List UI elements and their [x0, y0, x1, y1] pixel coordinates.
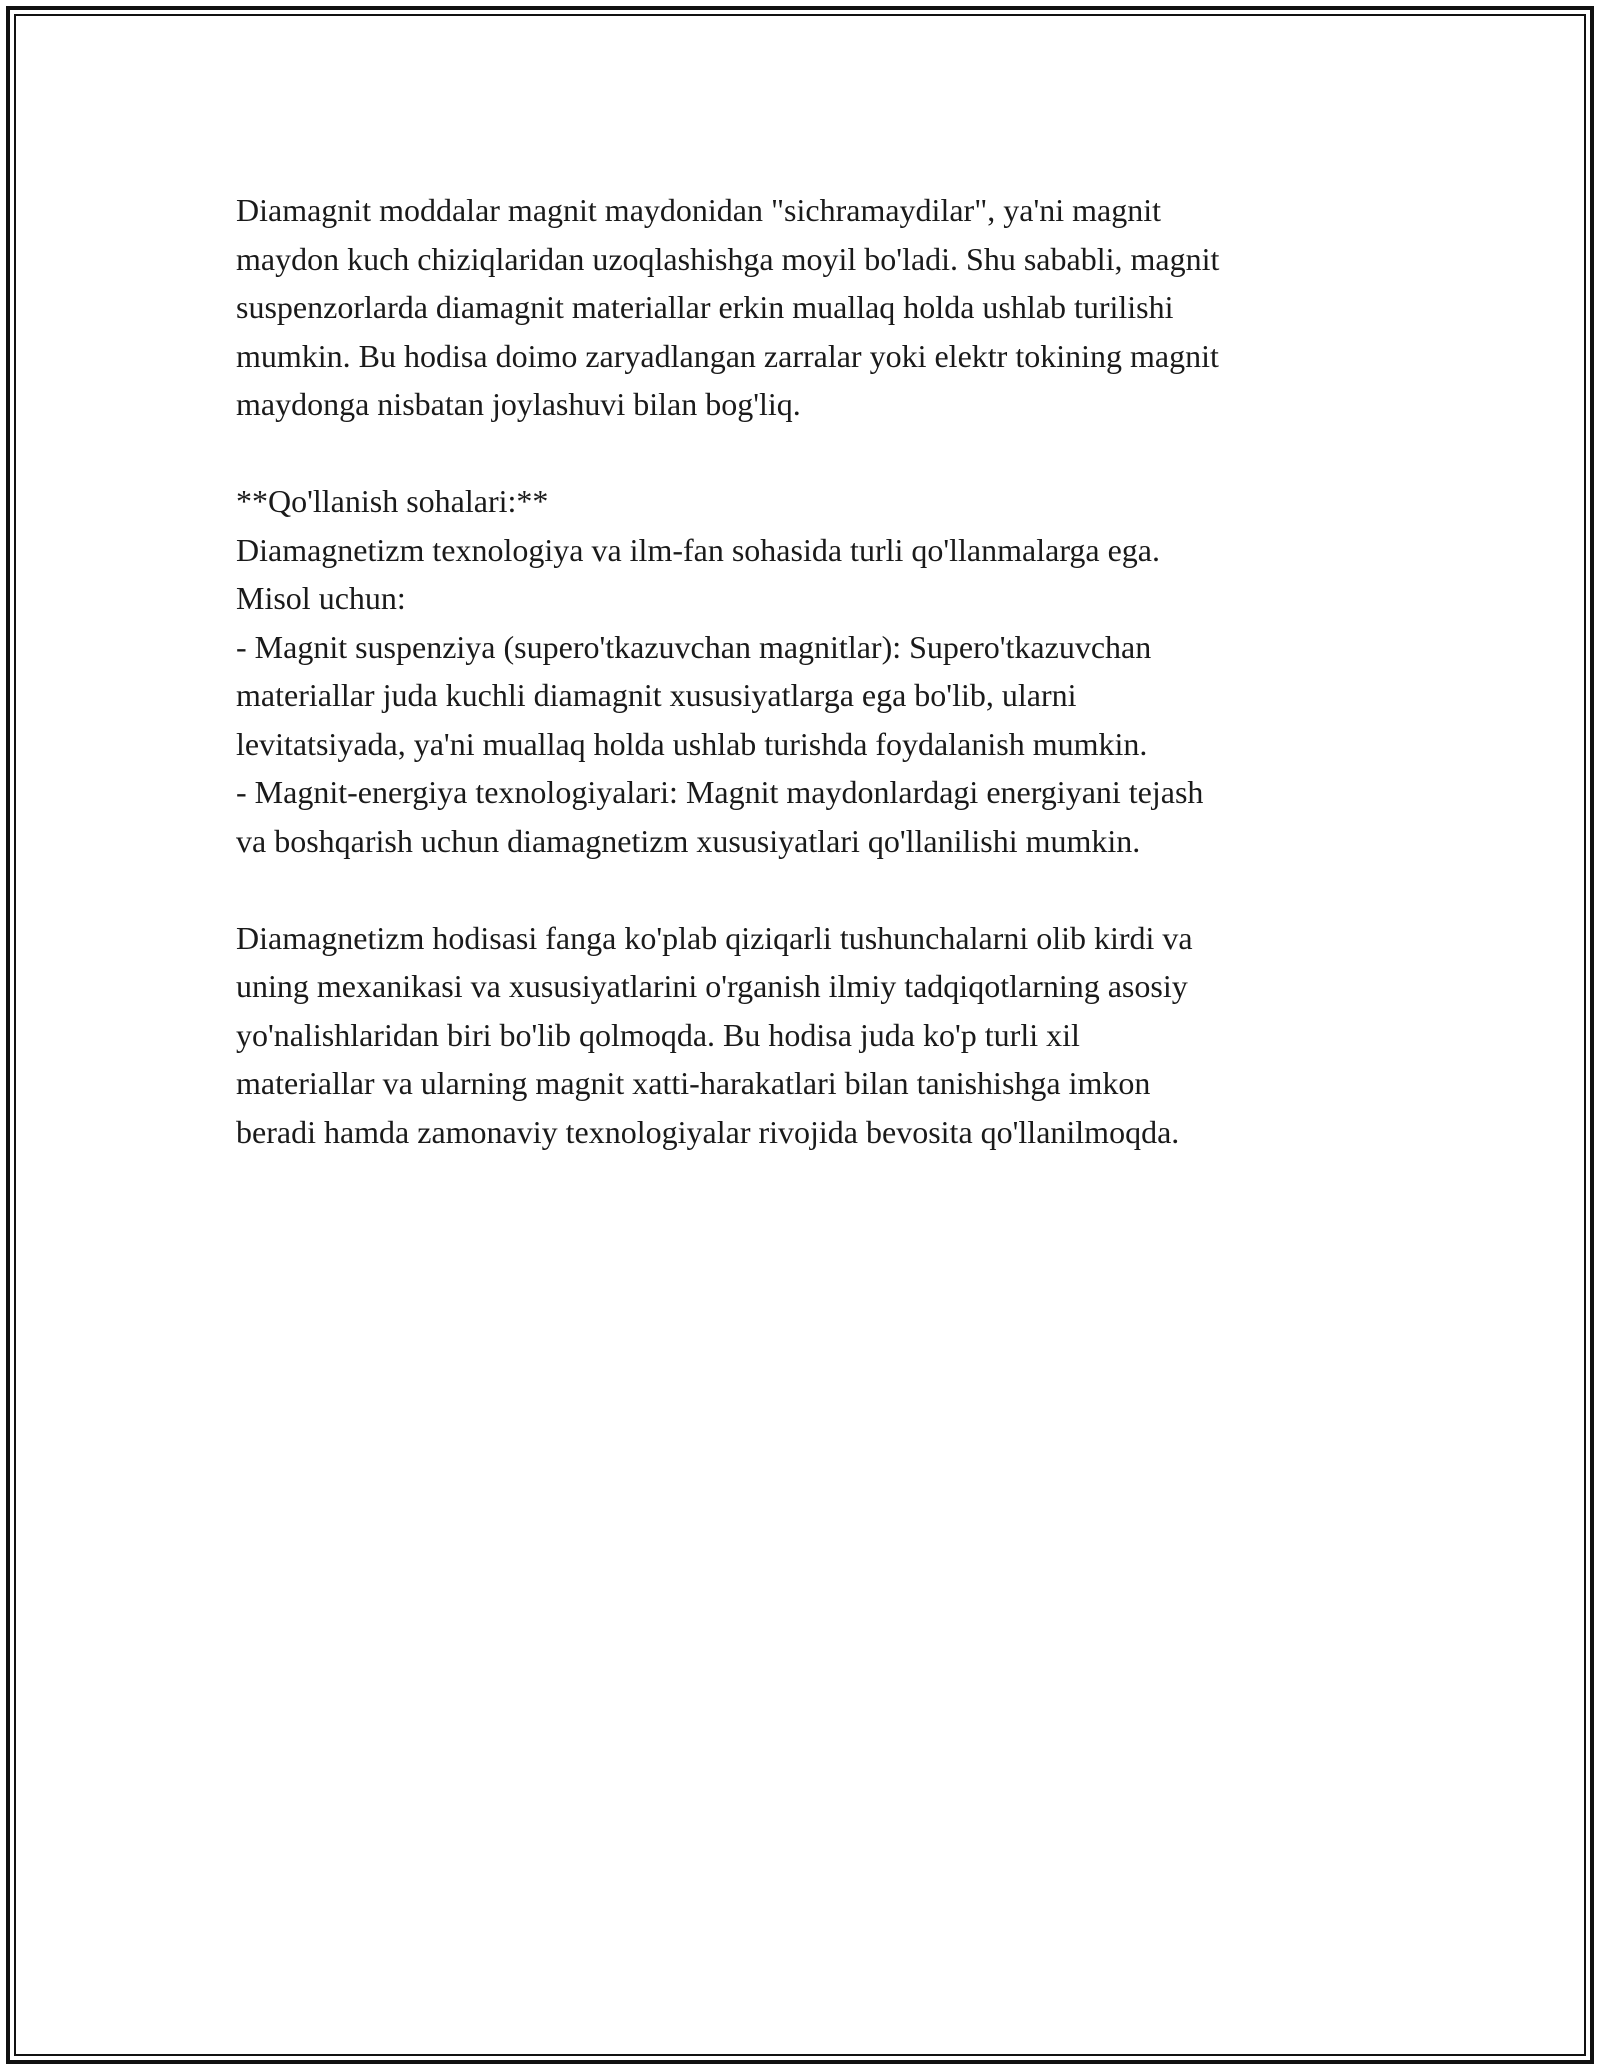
text-line: va boshqarish uchun diamagnetizm xususiyatlari qo'llanilishi mumkin. — [236, 822, 1141, 859]
text-line: Diamagnetizm texnologiya va ilm-fan sohasida turli qo'llanmalarga ega. — [236, 531, 1160, 568]
paragraph-diamagnetic-behavior — [236, 186, 1396, 429]
text-line: levitatsiyada, ya'ni muallaq holda ushlab turishda foydalanish mumkin. — [236, 725, 1148, 762]
text-line: Diamagnit moddalar magnit maydonidan "sichramaydilar", ya'ni magnit — [236, 192, 1161, 228]
text-line: beradi hamda zamonaviy texnologiyalar rivojida bevosita qo'llanilmoqda. — [236, 1113, 1180, 1150]
text-line: mumkin. Bu hodisa doimo zaryadlangan zarralar yoki elektr tokining magnit — [236, 337, 1219, 374]
paragraph-spacer — [236, 865, 1396, 914]
text-line: materiallar va ularning magnit xatti-harakatlari bilan tanishishga imkon — [236, 1065, 1151, 1101]
document-body — [236, 186, 1396, 1156]
text-line: maydon kuch chiziqlaridan uzoqlashishga moyil bo'ladi. Shu sababli, magnit — [236, 240, 1220, 277]
list-item-text: - Magnit suspenziya (supero'tkazuvchan magnitlar): Supero'tkazuvchan — [236, 628, 1152, 665]
text-line: yo'nalishlaridan biri bo'lib qolmoqda. Bu hodisa juda ko'p turli xil — [236, 1016, 1080, 1053]
section-applications — [236, 477, 1396, 865]
list-item-text: - Magnit-energiya texnologiyalari: Magnit maydonlardagi energiyani tejash — [236, 774, 1204, 810]
text-line: Misol uchun: — [236, 580, 406, 616]
text-line: uning mexanikasi va xususiyatlarini o'rganish ilmiy tadqiqotlarning asosiy — [236, 968, 1188, 1004]
text-line: maydonga nisbatan joylashuvi bilan bog'liq. — [236, 386, 801, 422]
paragraph-conclusion — [236, 914, 1396, 1157]
section-heading: **Qo'llanish sohalari:** — [236, 483, 549, 519]
text-line: materiallar juda kuchli diamagnit xususiyatlarga ega bo'lib, ularni — [236, 677, 1077, 713]
text-line: suspenzorlarda diamagnit materiallar erkin muallaq holda ushlab turilishi — [236, 289, 1174, 325]
text-line: Diamagnetizm hodisasi fanga ko'plab qiziqarli tushunchalarni olib kirdi va — [236, 919, 1193, 956]
paragraph-spacer — [236, 429, 1396, 478]
